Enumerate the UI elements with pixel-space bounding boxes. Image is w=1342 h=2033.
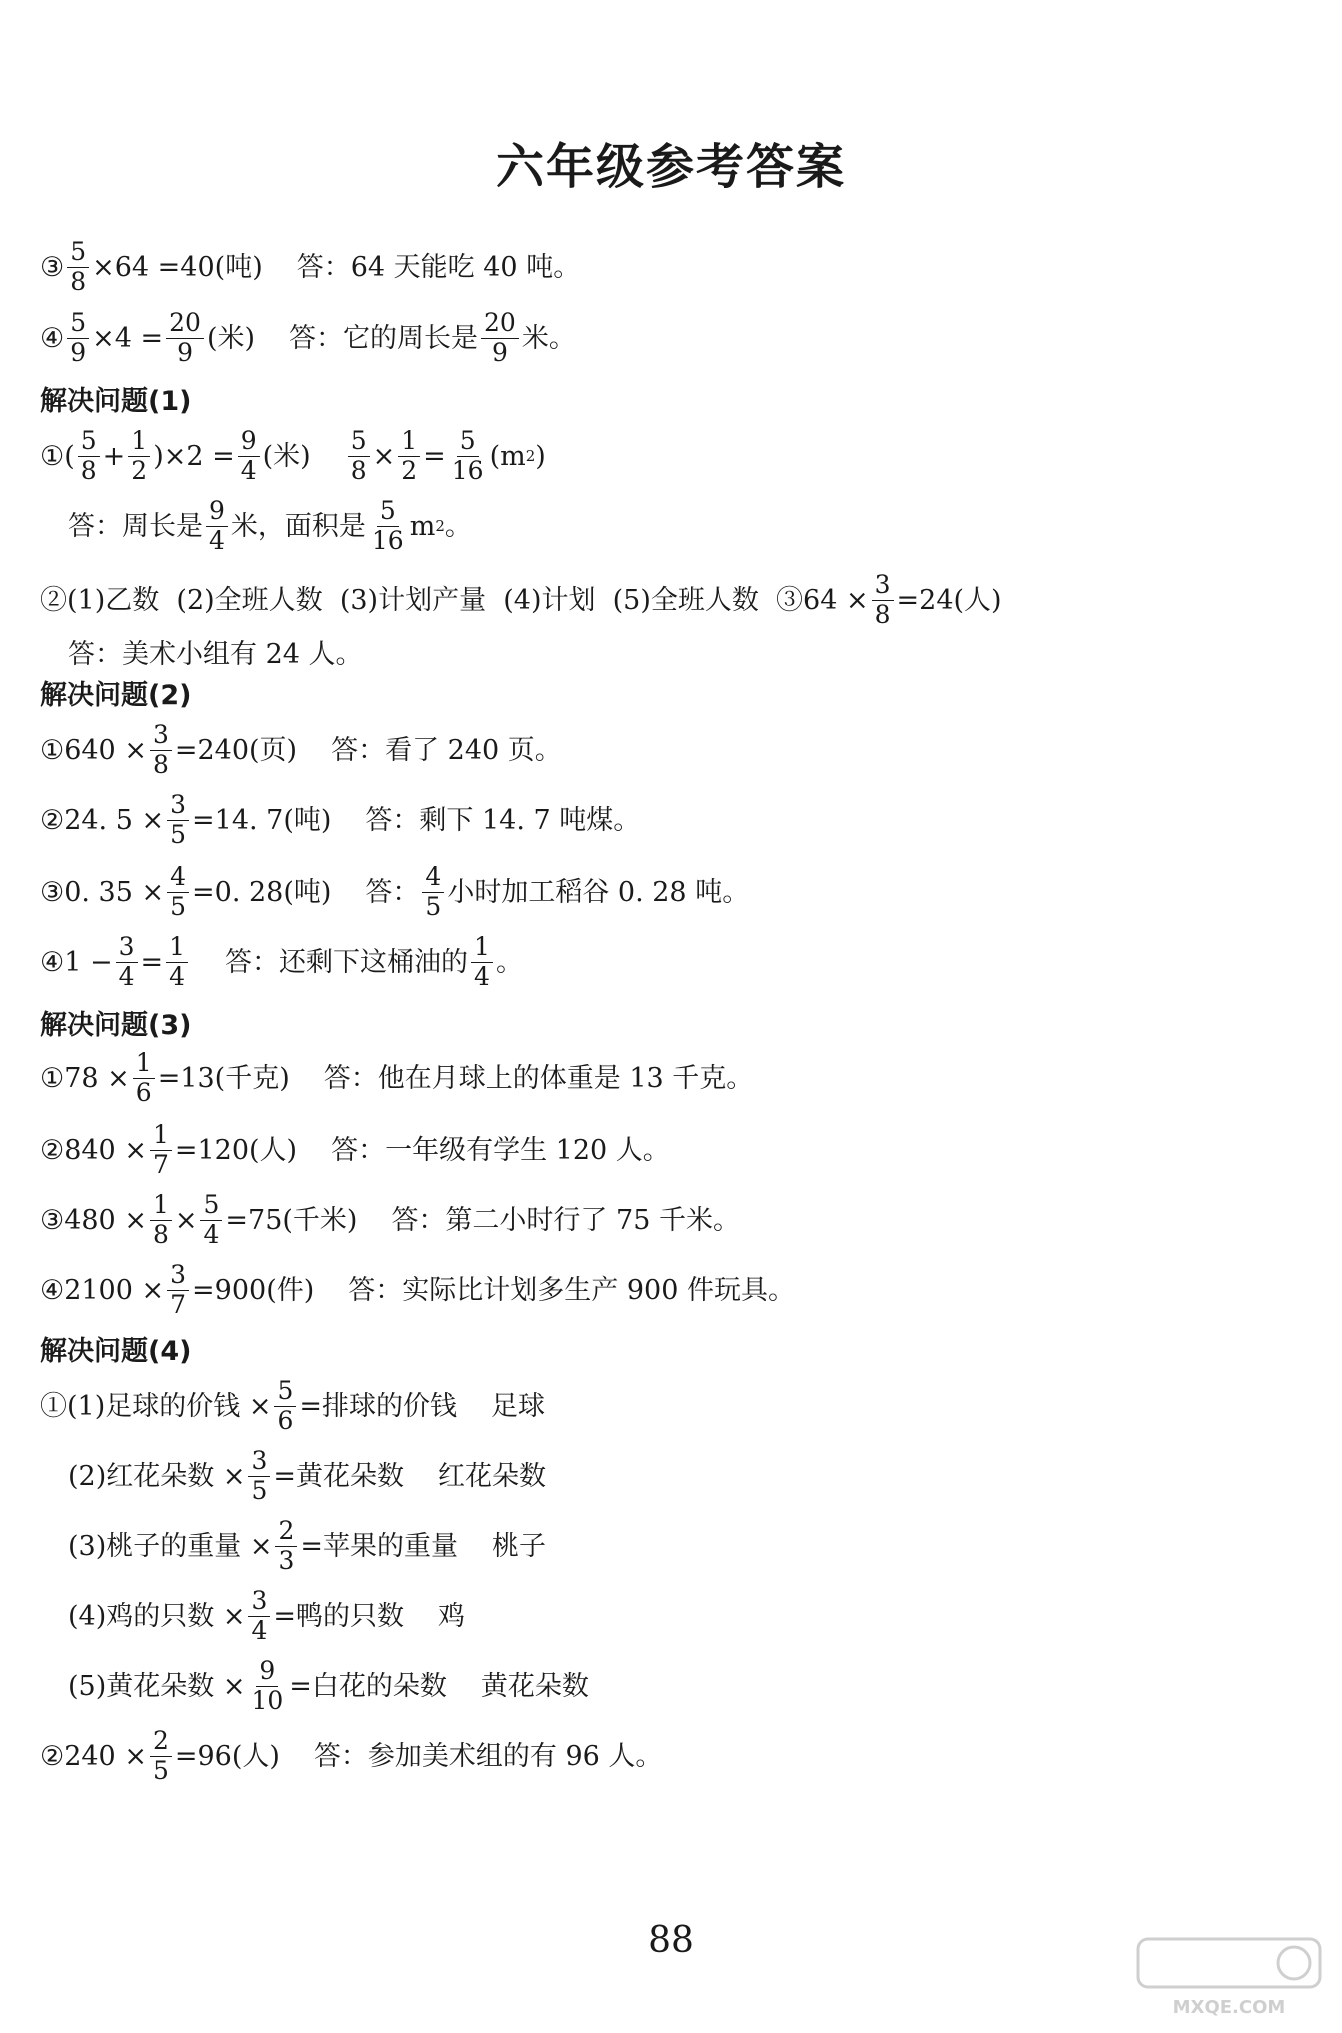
expression: ③0. 35 ×: [40, 876, 165, 908]
numerator: 3: [248, 1448, 270, 1476]
watermark-text: MXQE.COM: [1172, 1997, 1286, 2018]
expression: ②24. 5 ×: [40, 804, 165, 836]
fraction: [348, 428, 370, 484]
numerator: 9: [206, 498, 228, 526]
denominator: 16: [451, 455, 484, 485]
expression: ④2100 ×: [40, 1274, 165, 1306]
expression: =120(人): [174, 1134, 298, 1166]
expression: =0. 28(吨): [192, 876, 332, 908]
answer-text: 小时加工稻谷 0. 28 吨。: [447, 876, 750, 908]
denominator: 4: [209, 525, 225, 555]
fraction: [150, 1192, 172, 1248]
s3-line-2: [40, 1118, 670, 1182]
denominator: 8: [152, 1219, 169, 1249]
expression: (4)鸡的只数 ×: [68, 1600, 246, 1632]
expression: =900(件): [192, 1274, 315, 1306]
numerator: 1: [471, 934, 493, 962]
numerator: 1: [128, 428, 150, 456]
unit: (米): [206, 322, 256, 354]
fraction: [275, 1518, 297, 1574]
section-heading-4: 解决问题(4): [40, 1335, 192, 1367]
expression: =黄花朵数: [273, 1460, 404, 1492]
denominator: 9: [491, 337, 508, 367]
denominator: 9: [177, 337, 193, 367]
answer-text: 答：参加美术组的有 96 人。: [313, 1740, 663, 1772]
fraction: [150, 1728, 172, 1784]
fraction: [116, 934, 138, 990]
numerator: 5: [78, 428, 100, 456]
fraction: [167, 792, 189, 848]
answer-text: 答：周长是: [68, 510, 203, 542]
answer-line-4: [40, 306, 576, 370]
answer-text: 米，面积是: [230, 510, 366, 542]
s4-line-2: [68, 1444, 546, 1508]
section-heading-1: 解决问题(1): [40, 385, 192, 417]
denominator: 3: [278, 1545, 295, 1575]
fraction: [128, 428, 150, 484]
denominator: 6: [135, 1077, 152, 1107]
fraction: [150, 1122, 172, 1178]
answer-text: 答：第二小时行了 75 千米。: [391, 1204, 740, 1236]
denominator: 16: [371, 525, 404, 555]
denominator: 2: [131, 455, 148, 485]
answer-line-3: [40, 235, 580, 299]
unit: (m: [489, 440, 526, 472]
unit-close: ): [535, 440, 546, 472]
fraction: [167, 1262, 189, 1318]
s4-line-5: [68, 1654, 589, 1718]
denominator: 6: [277, 1405, 294, 1435]
numerator: 1: [166, 934, 188, 962]
fraction: [200, 1192, 222, 1248]
numerator: 3: [167, 792, 189, 820]
answer-text: 答：看了 240 页。: [331, 734, 562, 766]
fraction: [398, 428, 420, 484]
fraction: [167, 864, 189, 920]
s1-line-1: [40, 424, 546, 488]
denominator: 4: [251, 1615, 268, 1645]
denominator: 5: [170, 891, 187, 921]
superscript: 2: [525, 446, 536, 465]
numerator: 2: [150, 1728, 172, 1756]
s4-line-1: [40, 1374, 545, 1438]
expression: =14. 7(吨): [192, 804, 332, 836]
answer-text: 答：美术小组有 24 人。: [68, 638, 363, 670]
denominator: 8: [350, 455, 367, 485]
fraction: [449, 428, 487, 484]
numerator: 9: [256, 1658, 278, 1686]
section-heading-2: 解决问题(2): [40, 679, 192, 711]
fraction: [248, 1448, 270, 1504]
denominator: 5: [251, 1475, 268, 1505]
denominator: 10: [251, 1685, 284, 1715]
expression: =苹果的重量: [300, 1530, 458, 1562]
fraction: [471, 934, 493, 990]
fraction: [248, 1658, 286, 1714]
fraction: [78, 428, 100, 484]
answer-text: 足球: [490, 1390, 545, 1422]
operator: ×: [372, 440, 396, 472]
item-mark: ①(: [40, 440, 75, 472]
answer-text: 答：它的周长是: [289, 322, 479, 354]
answer-text: 。: [444, 510, 472, 542]
s3-line-3: [40, 1188, 740, 1252]
operator: =: [423, 440, 446, 472]
operator: +: [102, 440, 126, 472]
unit: (米): [262, 440, 311, 472]
s4-line-6: [40, 1724, 662, 1788]
answer-text: 答：: [365, 876, 420, 908]
fraction: [872, 572, 894, 628]
answer-text: 红花朵数: [437, 1460, 546, 1492]
item-mark: ④: [40, 322, 65, 354]
fraction: [248, 1588, 270, 1644]
operator: ×4 =: [92, 322, 164, 354]
denominator: 4: [118, 961, 135, 991]
denominator: 8: [152, 749, 169, 779]
denominator: 7: [170, 1289, 187, 1319]
numerator: 20: [166, 310, 204, 338]
s1-line-2: [68, 494, 472, 558]
numerator: 1: [133, 1050, 155, 1078]
expression: ②240 ×: [40, 1740, 147, 1772]
numerator: 5: [67, 239, 89, 267]
superscript: 2: [435, 516, 445, 535]
expression: ④1 −: [40, 946, 113, 978]
expression: )×2 =: [153, 440, 235, 472]
fraction: [150, 722, 172, 778]
answer-text: 答：还剩下这桶油的: [225, 946, 469, 978]
s2-line-3: [40, 860, 749, 924]
fraction: [166, 934, 188, 990]
answer-text: 鸡: [437, 1600, 465, 1632]
s2-line-1: [40, 718, 562, 782]
s4-line-3: [68, 1514, 546, 1578]
expression: =75(千米): [225, 1204, 358, 1236]
denominator: 4: [240, 455, 257, 485]
answer-text: 。: [495, 946, 523, 978]
operator: =: [140, 946, 164, 978]
numerator: 3: [150, 722, 172, 750]
s2-line-4: [40, 930, 523, 994]
expression: ①(1)足球的价钱 ×: [40, 1390, 272, 1422]
expression: =24(人): [896, 584, 1002, 616]
expression: (5)黄花朵数 ×: [68, 1670, 246, 1702]
page-title: 六年级参考答案: [495, 139, 846, 195]
denominator: 8: [80, 455, 97, 485]
denominator: 4: [203, 1219, 220, 1249]
answer-text: 答：一年级有学生 120 人。: [331, 1134, 670, 1166]
item-mark: ③: [40, 251, 65, 283]
expression: (2)红花朵数 ×: [68, 1460, 246, 1492]
numerator: 4: [422, 864, 444, 892]
numerator: 3: [167, 1262, 189, 1290]
answer-text: ②(1)乙数 (2)全班人数 (3)计划产量 (4)计划 (5)全班人数 ③64 ×: [40, 584, 869, 616]
expression: ①640 ×: [40, 734, 147, 766]
answer-text: 答：剩下 14. 7 吨煤。: [365, 804, 641, 836]
expression: =鸭的只数: [273, 1600, 404, 1632]
page-number: 88: [648, 1920, 694, 1961]
fraction: [206, 498, 228, 554]
expression: =13(千克): [157, 1062, 290, 1094]
operator: ×: [174, 1204, 198, 1236]
expression: ①78 ×: [40, 1062, 130, 1094]
numerator: 1: [398, 428, 420, 456]
denominator: 5: [152, 1755, 169, 1785]
numerator: 1: [150, 1122, 172, 1150]
numerator: 5: [200, 1192, 222, 1220]
denominator: 5: [425, 891, 442, 921]
expression: =96(人): [174, 1740, 280, 1772]
expression: ②840 ×: [40, 1134, 147, 1166]
numerator: 3: [248, 1588, 270, 1616]
numerator: 5: [67, 310, 89, 338]
numerator: 5: [377, 498, 399, 526]
expression: ×64 =40(吨): [92, 251, 263, 283]
s4-line-4: [68, 1584, 465, 1648]
denominator: 8: [874, 599, 891, 629]
expression: =排球的价钱: [299, 1390, 457, 1422]
numerator: 5: [457, 428, 479, 456]
numerator: 5: [274, 1378, 296, 1406]
numerator: 5: [348, 428, 370, 456]
answer-text: 米。: [521, 322, 576, 354]
fraction: [67, 310, 89, 366]
numerator: 4: [167, 864, 189, 892]
s3-line-1: [40, 1046, 753, 1110]
expression: (3)桃子的重量 ×: [68, 1530, 273, 1562]
answer-text: 答：64 天能吃 40 吨。: [296, 251, 581, 283]
expression: =白花的朵数: [289, 1670, 447, 1702]
answer-text: 答：他在月球上的体重是 13 千克。: [323, 1062, 754, 1094]
numerator: 20: [481, 310, 519, 338]
fraction: [274, 1378, 296, 1434]
denominator: 2: [401, 455, 418, 485]
numerator: 2: [275, 1518, 297, 1546]
section-heading-3: 解决问题(3): [40, 1009, 192, 1041]
fraction: [133, 1050, 155, 1106]
numerator: 1: [150, 1192, 172, 1220]
numerator: 3: [116, 934, 138, 962]
s2-line-2: [40, 788, 640, 852]
fraction: [422, 864, 444, 920]
numerator: 3: [872, 572, 894, 600]
watermark-logo: [1134, 1933, 1324, 2019]
unit: m: [409, 510, 436, 542]
answer-text: 黄花朵数: [480, 1670, 589, 1702]
denominator: 4: [169, 961, 186, 991]
answer-text: 桃子: [491, 1530, 546, 1562]
denominator: 5: [170, 819, 187, 849]
fraction: [67, 239, 89, 295]
expression: =240(页): [174, 734, 298, 766]
fraction: [369, 498, 407, 554]
denominator: 4: [474, 961, 490, 991]
answer-text: 答：实际比计划多生产 900 件玩具。: [348, 1274, 795, 1306]
fraction: [238, 428, 260, 484]
denominator: 8: [70, 266, 87, 296]
expression: ③480 ×: [40, 1204, 147, 1236]
numerator: 9: [238, 428, 260, 456]
s3-line-4: [40, 1258, 795, 1322]
watermark-circle: [1278, 1947, 1310, 1979]
denominator: 9: [70, 337, 87, 367]
fraction: [481, 310, 519, 366]
denominator: 7: [152, 1149, 169, 1179]
fraction: [166, 310, 204, 366]
